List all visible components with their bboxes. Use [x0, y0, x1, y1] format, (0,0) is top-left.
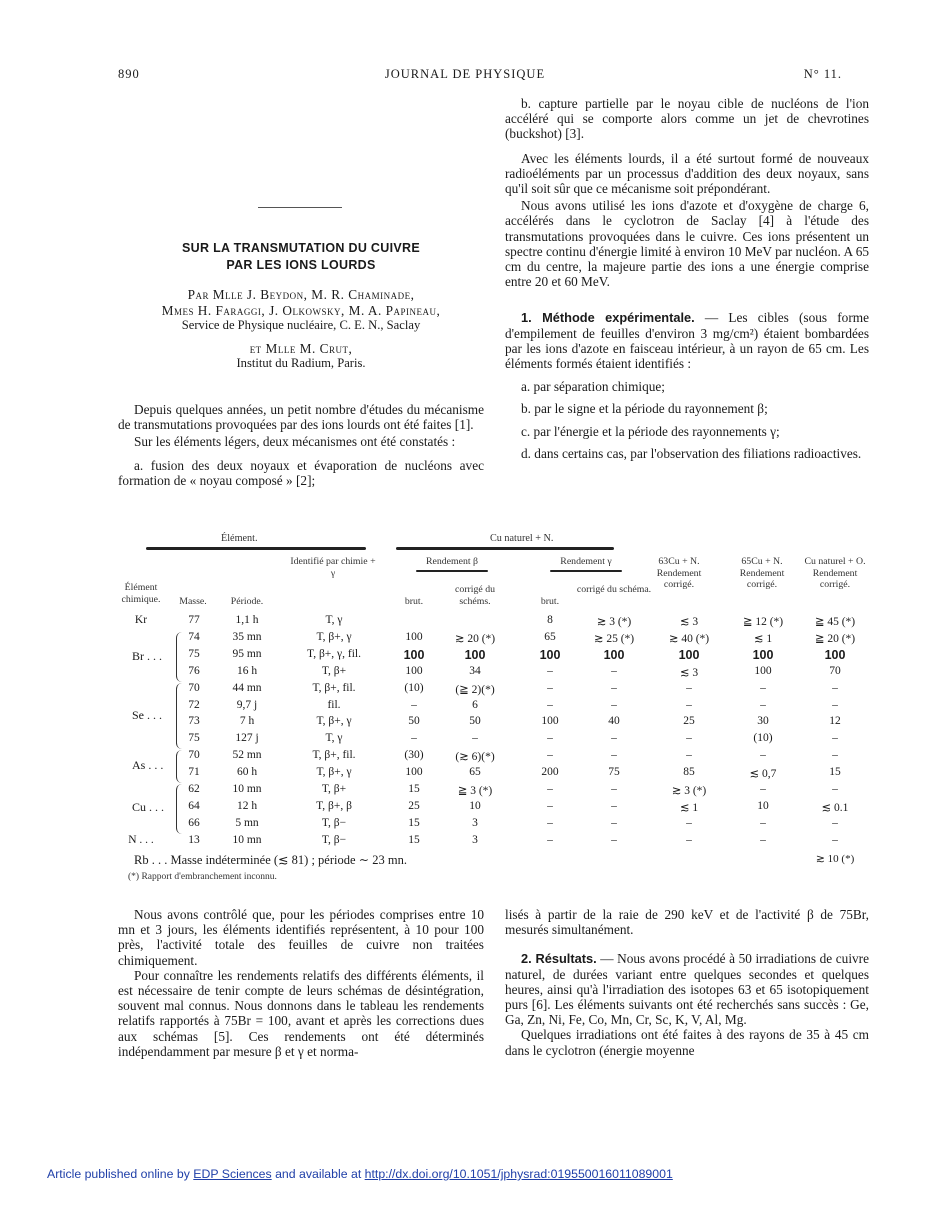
head-periode: Période. [230, 596, 264, 607]
cell-gamma-brut: – [547, 664, 553, 677]
cell-identifie: fil. [327, 698, 341, 711]
article-title [118, 240, 484, 274]
paragraph: Nous avons utilisé les ions d'azote et d'oxygène de charge 6, accélérés dans le cyclotron de Saclay [4] à l'étude des transmutations provoquées dans le cuivre. Ces ions présentent un spectre continu d'énergie limité à environ 10 MeV par nucléon. A 65 cm du centre, la majeure partie des ions a une énergie comprise entre 20 et 60 MeV. [505, 198, 869, 290]
cell-63cu: ≳ 3 (*) [671, 785, 707, 797]
cell-gamma-corrige: – [611, 799, 617, 812]
cell-beta-brut: (30) [404, 749, 424, 762]
cell-beta-brut: 100 [403, 647, 425, 662]
caption-cu-n: Cu naturel + N. [490, 533, 554, 544]
table-row [118, 715, 870, 732]
cell-gamma-corrige: – [611, 833, 617, 846]
bracket-se [176, 683, 182, 749]
authors-line-2: Mmes H. Faraggi, J. Olkowsky, M. A. Papineau, [161, 302, 441, 318]
group-label-as: As . . . [132, 758, 164, 772]
brace-cu-n [396, 547, 614, 550]
doi-link[interactable]: http://dx.doi.org/10.1051/jphysrad:019550016011089001 [364, 1167, 673, 1181]
cell-65cu: (10) [753, 732, 773, 745]
cell-beta-corrige: ≳ 20 (*) [454, 632, 496, 645]
cell-cu-o: 100 [824, 647, 846, 662]
cell-beta-brut: 25 [408, 799, 420, 812]
cell-masse: 66 [188, 816, 200, 829]
head-masse: Masse. [179, 596, 207, 607]
cell-63cu: 100 [678, 647, 700, 662]
cell-gamma-corrige: 75 [608, 766, 620, 779]
cell-beta-brut: – [411, 698, 417, 711]
cell-element: N . . . [128, 833, 154, 846]
cell-65cu: – [760, 681, 766, 694]
cell-beta-brut: 100 [405, 766, 423, 779]
cell-65cu: ≧ 12 (*) [742, 616, 784, 628]
cell-cu-o: 12 [829, 715, 841, 728]
cell-gamma-corrige: 40 [608, 715, 620, 728]
cell-65cu: ≲ 1 [753, 632, 773, 645]
separator-rule [258, 207, 342, 208]
cell-cu-o: 15 [829, 766, 841, 779]
cell-gamma-corrige: – [611, 749, 617, 762]
cell-identifie: T, γ [325, 732, 343, 745]
cell-63cu: ≳ 40 (*) [668, 632, 710, 645]
authors-line-1: Par Mlle J. Beydon, M. R. Chaminade, [187, 287, 415, 302]
cell-gamma-brut: – [547, 749, 553, 762]
right-column-intro [505, 96, 869, 468]
left-column-bottom [118, 907, 484, 1067]
cell-beta-corrige: ≧ 3 (*) [457, 785, 493, 797]
cell-periode: 9,7 j [236, 698, 258, 711]
cell-periode: 16 h [236, 664, 258, 677]
cell-periode: 1,1 h [235, 614, 259, 626]
cell-63cu: ≲ 3 [679, 666, 699, 679]
cell-gamma-brut: – [547, 698, 553, 711]
cell-beta-corrige: (≳ 6)(*) [455, 751, 495, 764]
cell-masse: 13 [188, 833, 200, 846]
cell-65cu: 100 [752, 647, 774, 662]
author-block [118, 287, 484, 372]
cell-beta-corrige: 34 [469, 664, 481, 677]
cell-identifie: T, γ [325, 614, 343, 626]
table-row [118, 800, 870, 817]
bracket-cu [176, 784, 182, 834]
cell-cu-o: 70 [829, 664, 841, 677]
cell-beta-corrige: 3 [472, 816, 478, 829]
section-1-text: — Les cibles (sous forme d'empilement de feuilles d'environ 3 mg/cm²) étaient bombardées par les ions d'azote en faisceau intérieur, à un rayon de 65 cm. Les éléments formés étaient identifiés : [505, 310, 869, 372]
cell-gamma-brut: – [547, 783, 553, 795]
cell-gamma-corrige: 100 [603, 647, 625, 662]
cell-63cu: – [686, 833, 692, 846]
section-2 [505, 951, 869, 1027]
cell-63cu: – [686, 698, 692, 711]
cell-periode: 12 h [236, 799, 258, 812]
head-brut-beta: brut. [404, 596, 424, 607]
list-item: a. par séparation chimique; [521, 379, 665, 395]
paragraph: a. fusion des deux noyaux et évaporation de nucléons avec formation de « noyau composé » [2]; [118, 457, 484, 488]
cell-beta-corrige: 10 [469, 799, 481, 812]
cell-65cu: 30 [757, 715, 769, 728]
cell-beta-corrige: 65 [469, 766, 481, 779]
table-row [118, 614, 870, 631]
cell-65cu: – [760, 783, 766, 795]
group-label-cu: Cu . . . [132, 800, 165, 814]
section-2-title: 2. Résultats. [521, 951, 597, 967]
cell-gamma-corrige: ≳ 25 (*) [593, 632, 635, 645]
table-row [118, 699, 870, 716]
paragraph: b. capture partielle par le noyau cible de nucléons de l'ion accéléré qui se comporte alors comme un jet de chevrotines (buckshot) [3]. [505, 96, 869, 142]
cell-beta-brut: 100 [405, 630, 423, 643]
footer-middle: and available at [271, 1167, 365, 1181]
cell-beta-corrige: 6 [472, 698, 478, 711]
cell-cu-o: ≧ 45 (*) [814, 616, 856, 628]
left-column-intro [118, 402, 484, 496]
cell-periode: 5 mn [235, 816, 259, 829]
cell-masse: 70 [188, 749, 200, 762]
list-item: d. dans certains cas, par l'observation des filiations radioactives. [521, 445, 862, 461]
cell-gamma-corrige: – [611, 698, 617, 711]
table-row [118, 783, 870, 800]
cell-masse: 62 [188, 783, 200, 795]
cell-63cu: 25 [683, 715, 695, 728]
cell-63cu: – [686, 681, 692, 694]
cell-gamma-corrige: – [611, 732, 617, 745]
cell-masse: 76 [188, 664, 200, 677]
paragraph: Sur les éléments légers, deux mécanismes ont été constatés : [134, 434, 456, 450]
group-label-se: Se . . . [132, 708, 162, 722]
cell-65cu: – [760, 816, 766, 829]
cell-periode: 44 mn [232, 681, 262, 694]
cell-masse: 74 [188, 630, 200, 643]
brace-beta [416, 570, 488, 572]
cell-identifie: T, β+, γ [316, 715, 352, 728]
cell-masse: 64 [188, 799, 200, 812]
head-brut-gamma: brut. [540, 596, 560, 607]
head-63cu: 63Cu + N. Rendement corrigé. [656, 556, 702, 590]
cell-beta-corrige: – [472, 732, 478, 745]
brace-gamma [550, 570, 622, 572]
head-element-chimique: Élément chimique. [121, 582, 161, 605]
affiliation-radium: Institut du Radium, Paris. [236, 356, 366, 370]
table-row [118, 817, 870, 834]
brace-element [146, 547, 366, 550]
cell-beta-brut: – [411, 732, 417, 745]
group-label-br: Br . . . [132, 649, 162, 663]
rb-value: ≳ 10 (*) [815, 853, 855, 865]
cell-gamma-brut: 65 [544, 630, 556, 643]
journal-name: JOURNAL DE PHYSIQUE [384, 67, 546, 81]
cell-beta-brut: (10) [404, 681, 424, 694]
table-row [118, 648, 870, 665]
cell-beta-brut: 15 [408, 816, 420, 829]
cell-65cu: – [760, 833, 766, 846]
cell-periode: 10 mn [232, 833, 262, 846]
cell-beta-brut: 100 [405, 664, 423, 677]
cell-periode: 60 h [236, 766, 258, 779]
table-row [118, 749, 870, 766]
cell-identifie: T, β+, fil. [312, 681, 356, 694]
table-row [118, 766, 870, 783]
cell-gamma-corrige: – [611, 681, 617, 694]
paragraph: Pour connaître les rendements relatifs des différents éléments, il est nécessaire de tenir compte de leurs schémas de désintégration, souvent mal connus. Nous donnons dans le tableau les rendements relatifs rapportés à 75Br = 100, avant et après les corrections dues aux schémas [5]. Ces rendements ont été déterminés indépendamment par mesure β et γ et norma- [118, 967, 484, 1059]
authors-line-3: et Mlle M. Crut, [249, 340, 353, 356]
head-rendement-beta: Rendement β [425, 556, 479, 567]
table-row [118, 682, 870, 699]
paragraph: lisés à partir de la raie de 290 keV et de l'activité β de 75Br, mesurés simultanément. [505, 907, 869, 938]
cell-masse: 75 [188, 647, 200, 660]
cell-masse: 70 [188, 681, 200, 694]
cell-periode: 127 j [235, 732, 259, 745]
cell-beta-brut: 15 [408, 833, 420, 846]
cell-periode: 35 mn [232, 630, 262, 643]
rb-line: Rb . . . Masse indéterminée (≲ 81) ; période ∼ 23 mn. [134, 853, 407, 867]
table-footnote: (*) Rapport d'embranchement inconnu. [128, 872, 277, 882]
right-column-bottom [505, 907, 869, 1066]
cell-gamma-brut: 100 [539, 647, 561, 662]
cell-gamma-brut: 8 [547, 614, 553, 626]
caption-element: Élément. [221, 533, 258, 544]
cell-gamma-brut: – [547, 732, 553, 745]
cell-cu-o: – [832, 833, 838, 846]
head-65cu: 65Cu + N. Rendement corrigé. [739, 556, 785, 590]
cell-beta-corrige: 3 [472, 833, 478, 846]
title-line-1: SUR LA TRANSMUTATION DU CUIVRE [182, 241, 420, 255]
bracket-as [176, 750, 182, 783]
cell-element: Kr [134, 614, 148, 626]
edp-sciences-link[interactable]: EDP Sciences [193, 1167, 272, 1181]
section-2-text: — Nous avons procédé à 50 irradiations de cuivre naturel, de durées variant entre quelques secondes et quelques heures, ainsi qu'à l'irradiation des isotopes 63 et 65 isotopiquement purs [6]. Les éléments suivants ont été recherchés sans succès : Ge, Ga, Zn, Ni, Fe, Co, Mn, Cr, Sc, K, V, Al, Mg. [505, 951, 870, 1028]
footer-prefix: Article published online by [47, 1167, 194, 1181]
head-corrige-beta: corrigé du schéms. [455, 584, 495, 607]
head-identifie: Identifié par chimie + γ [290, 556, 376, 579]
list-item: c. par l'énergie et la période des rayonnements γ; [521, 423, 780, 439]
cell-gamma-brut: – [547, 799, 553, 812]
cell-identifie: T, β+, fil. [312, 749, 356, 762]
cell-cu-o: ≧ 20 (*) [814, 632, 856, 645]
list-item: b. par le signe et la période du rayonnement β; [521, 401, 768, 417]
cell-65cu: ≲ 0,7 [749, 768, 777, 781]
cell-cu-o: – [832, 698, 838, 711]
paragraph: Quelques irradiations ont été faites à des rayons de 35 à 45 cm dans le cyclotron (énergie moyenne [505, 1027, 869, 1058]
paragraph: Avec les éléments lourds, il a été surtout formé de nouveaux radioéléments par un processus d'addition des deux noyaux, sans qu'il soit sûr que ce mécanisme soit prépondérant. [505, 150, 869, 197]
cell-periode: 10 mn [232, 783, 262, 795]
cell-cu-o: – [832, 783, 838, 795]
cell-masse: 71 [188, 766, 200, 779]
cell-masse: 73 [188, 715, 200, 728]
cell-beta-corrige: 100 [464, 647, 486, 662]
cell-gamma-brut: – [547, 833, 553, 846]
cell-identifie: T, β+ [321, 664, 347, 677]
table-row [118, 834, 870, 851]
cell-63cu: 85 [683, 766, 695, 779]
cell-beta-corrige: (≧ 2)(*) [455, 683, 495, 696]
cell-masse: 72 [188, 698, 200, 711]
cell-gamma-corrige: ≳ 3 (*) [596, 616, 632, 628]
head-cu-o: Cu naturel + O. Rendement corrigé. [804, 556, 866, 590]
cell-cu-o: ≲ 0.1 [821, 801, 849, 814]
head-rendement-gamma: Rendement γ [560, 556, 612, 567]
paragraph: Nous avons contrôlé que, pour les périodes comprises entre 10 mn et 3 jours, les éléments identifiés représentent, à 10 pour 100 près, l'activité totale des feuilles de cuivre non traitées chimiquement. [118, 907, 484, 968]
table-row [118, 732, 870, 749]
cell-identifie: T, β+, γ [316, 766, 352, 779]
paragraph: Depuis quelques années, un petit nombre d'études du mécanisme de transmutations provoquées par des ions lourds ont été faites [1]. [118, 402, 484, 433]
publisher-footer [47, 1167, 673, 1181]
cell-identifie: T, β− [321, 833, 347, 846]
cell-65cu: 10 [757, 799, 769, 812]
cell-65cu: 100 [754, 664, 772, 677]
cell-gamma-brut: – [547, 816, 553, 829]
affiliation-saclay: Service de Physique nucléaire, C. E. N., Saclay [181, 318, 421, 332]
cell-gamma-corrige: – [611, 783, 617, 795]
cell-periode: 95 mn [232, 647, 262, 660]
cell-masse: 75 [188, 732, 200, 745]
cell-gamma-brut: 100 [541, 715, 559, 728]
cell-beta-brut: 15 [408, 783, 420, 795]
cell-63cu: ≲ 1 [679, 801, 699, 814]
page-number: 890 [118, 67, 140, 81]
cell-identifie: T, β+, γ [316, 630, 352, 643]
cell-gamma-corrige: – [611, 816, 617, 829]
cell-63cu: – [686, 749, 692, 762]
table-row [118, 631, 870, 648]
cell-periode: 52 mn [232, 749, 262, 762]
title-line-2: PAR LES IONS LOURDS [226, 258, 376, 272]
cell-identifie: T, β+ [321, 783, 347, 795]
cell-periode: 7 h [239, 715, 255, 728]
bracket-br [176, 632, 182, 682]
issue-number: N° 11. [803, 67, 842, 81]
cell-masse: 77 [188, 614, 200, 626]
cell-cu-o: – [832, 681, 838, 694]
table-row [118, 665, 870, 682]
section-1-title: 1. Méthode expérimentale. [521, 310, 695, 326]
cell-beta-corrige: 50 [469, 715, 481, 728]
cell-gamma-brut: – [547, 681, 553, 694]
cell-63cu: – [686, 816, 692, 829]
cell-65cu: – [760, 698, 766, 711]
cell-cu-o: – [832, 732, 838, 745]
cell-cu-o: – [832, 816, 838, 829]
cell-identifie: T, β+, β [316, 799, 352, 812]
section-1 [505, 310, 869, 371]
cell-identifie: T, β− [321, 816, 347, 829]
cell-gamma-corrige: – [611, 664, 617, 677]
head-corrige-gamma: corrigé du schéma. [576, 584, 652, 595]
cell-beta-brut: 50 [408, 715, 420, 728]
cell-identifie: T, β+, γ, fil. [307, 647, 361, 660]
cell-cu-o: – [832, 749, 838, 762]
cell-65cu: – [760, 749, 766, 762]
cell-gamma-brut: 200 [541, 766, 559, 779]
cell-63cu: – [686, 732, 692, 745]
cell-63cu: ≲ 3 [679, 616, 699, 628]
